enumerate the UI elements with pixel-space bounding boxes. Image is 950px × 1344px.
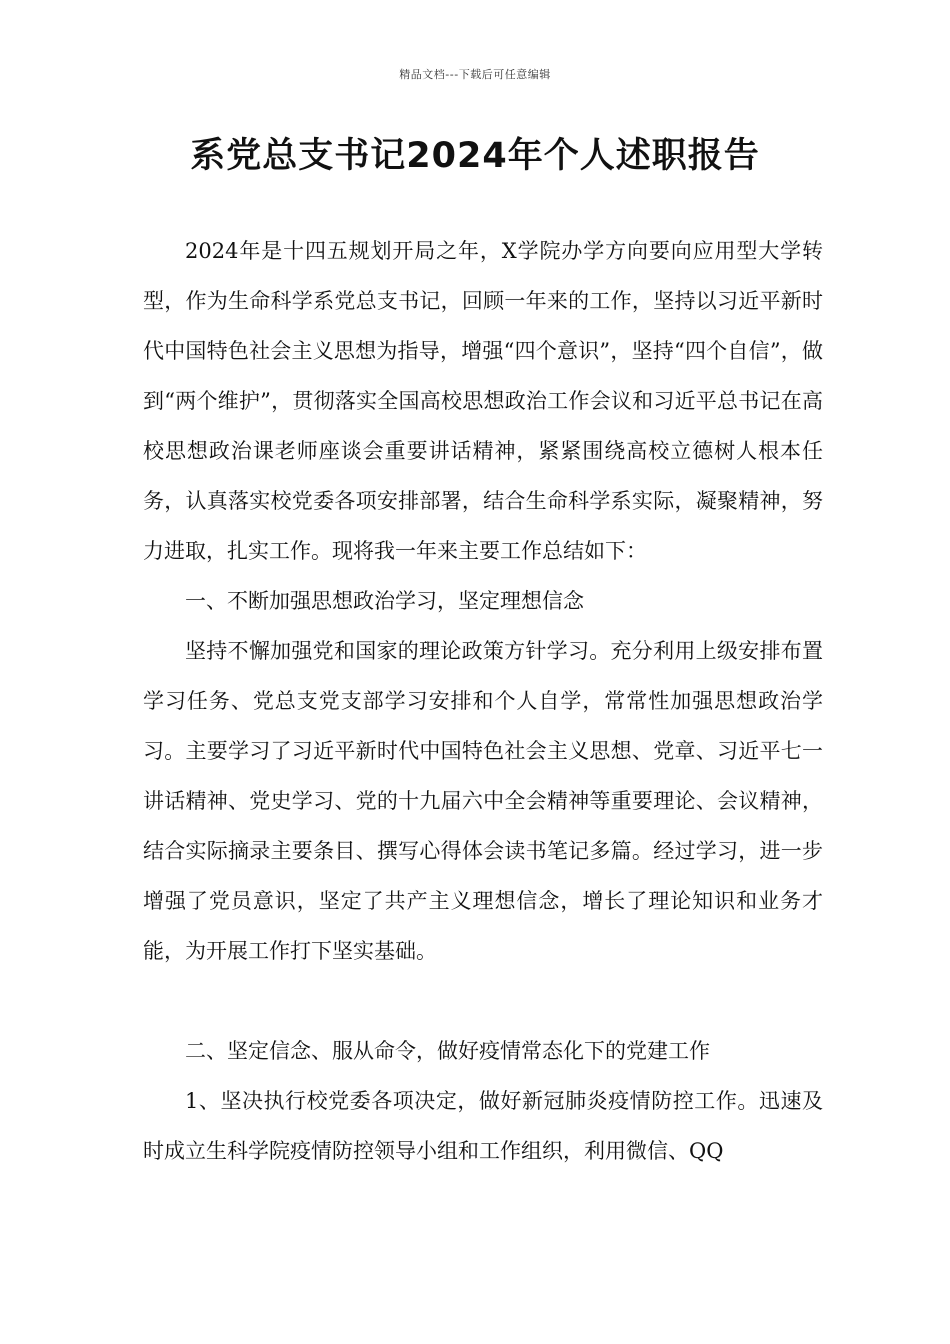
section-2-item-1: 1、坚决执行校党委各项决定，做好新冠肺炎疫情防控工作。迅速及时成立生科学院疫情防控领导小组和工作组织，利用微信、QQ [143, 1089, 823, 1163]
intro-paragraph: 2024年是十四五规划开局之年，X学院办学方向要向应用型大学转型，作为生命科学系党总支书记，回顾一年来的工作，坚持以习近平新时代中国特色社会主义思想为指导，增强“四个意识”，坚持“四个自信”，做到“两个维护”，贯彻落实全国高校思想政治工作会议和习近平总书记在高校思想政治课老师座谈会重要讲话精神，紧紧围绕高校立德树人根本任务，认真落实校党委各项安排部署，结合生命科学系实际，凝聚精神，努力进取，扎实工作。现将我一年来主要工作总结如下： [143, 239, 823, 563]
document-title: 系党总支书记2024年个人述职报告 [190, 136, 760, 176]
header-note: 精品文档---下载后可任意编辑 [399, 68, 551, 81]
document-body [143, 226, 823, 1176]
section-1-heading: 一、不断加强思想政治学习，坚定理想信念 [185, 589, 584, 613]
section-2-heading: 二、坚定信念、服从命令，做好疫情常态化下的党建工作 [185, 1039, 710, 1063]
section-1-paragraph: 坚持不懈加强党和国家的理论政策方针学习。充分利用上级安排布置学习任务、党总支党支部学习安排和个人自学，常常性加强思想政治学习。主要学习了习近平新时代中国特色社会主义思想、党章、习近平七一讲话精神、党史学习、党的十九届六中全会精神等重要理论、会议精神，结合实际摘录主要条目、撰写心得体会读书笔记多篇。经过学习，进一步增强了党员意识，坚定了共产主义理想信念，增长了理论知识和业务才能，为开展工作打下坚实基础。 [143, 639, 823, 963]
